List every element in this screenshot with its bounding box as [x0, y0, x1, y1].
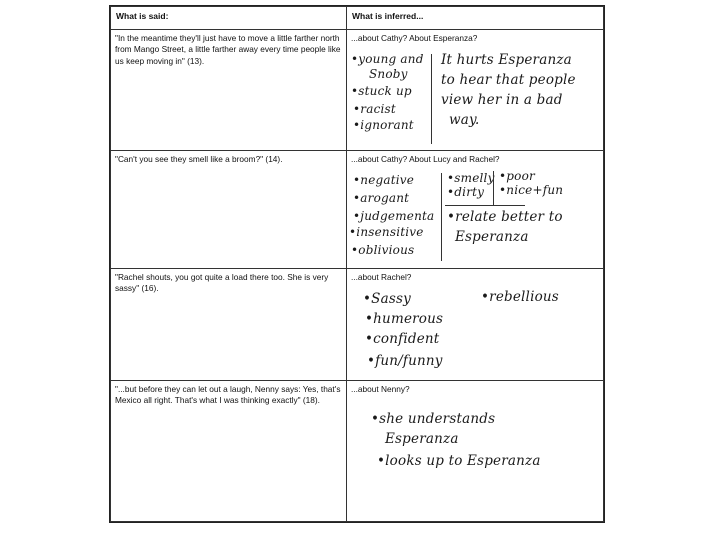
- handwritten-note: •negative: [353, 172, 415, 187]
- inference-cell: [347, 268, 604, 381]
- quote-cell: [111, 268, 347, 381]
- table-row: [111, 268, 604, 381]
- handwritten-note: •oblivious: [351, 242, 415, 257]
- handwritten-note: •confident: [365, 330, 440, 347]
- header-what-is-said: What is said:: [111, 7, 347, 30]
- inference-cell: [347, 30, 604, 151]
- inference-cell: [347, 150, 604, 268]
- handwritten-note: •humerous: [365, 310, 444, 327]
- inference-question: ...about Cathy? About Lucy and Rachel?: [351, 153, 500, 164]
- handwritten-divider: [445, 205, 525, 206]
- quote-text: "Can't you see they smell like a broom?" (14).: [115, 153, 283, 164]
- handwritten-note: It hurts Esperanza: [441, 52, 572, 69]
- inference-question: ...about Cathy? About Esperanza?: [351, 33, 478, 44]
- inference-cell: [347, 381, 604, 522]
- handwritten-note: •smelly: [447, 170, 495, 185]
- handwritten-divider: [441, 173, 442, 261]
- handwritten-note: way.: [449, 112, 480, 129]
- handwritten-note: •Sassy: [363, 290, 411, 307]
- handwritten-note: •arogant: [353, 190, 410, 205]
- handwritten-divider: [431, 54, 432, 144]
- handwritten-note: Esperanza: [385, 431, 459, 448]
- header-what-is-inferred: What is inferred...: [347, 7, 604, 30]
- handwritten-note: •looks up to Esperanza: [377, 453, 541, 470]
- handwritten-note: •fun/funny: [367, 352, 443, 369]
- table-row: [111, 381, 604, 522]
- table-row: [111, 30, 604, 151]
- quote-cell: [111, 381, 347, 522]
- inference-table: [110, 6, 604, 522]
- handwritten-note: •stuck up: [351, 84, 412, 99]
- handwritten-note: •judgementa: [353, 208, 435, 223]
- header-row: [111, 7, 604, 30]
- handwritten-note: •young and: [351, 52, 424, 67]
- quote-text: "In the meantime they'll just have to move a little farther north from Mango Street, a little farther away every time people like us keep moving in" (13).: [115, 33, 341, 66]
- handwritten-note: •dirty: [447, 184, 485, 199]
- handwritten-note: •insensitive: [349, 224, 424, 239]
- inference-question: ...about Rachel?: [351, 271, 412, 282]
- handwritten-note: to hear that people: [441, 72, 576, 89]
- table-row: [111, 150, 604, 268]
- handwritten-note: •rebellious: [481, 288, 559, 305]
- handwritten-note: view her in a bad: [441, 92, 563, 109]
- quote-text: "...but before they can let out a laugh, Nenny says: Yes, that's Mexico all right. That's what I was thinking exactly" (18).: [115, 384, 341, 406]
- handwritten-note: •nice+fun: [499, 182, 564, 197]
- handwritten-note: •she understands: [371, 411, 496, 428]
- handwritten-note: Esperanza: [455, 228, 529, 245]
- worksheet-page: [109, 5, 605, 523]
- handwritten-note: •poor: [499, 168, 535, 183]
- quote-cell: [111, 150, 347, 268]
- handwritten-note: •ignorant: [353, 118, 414, 133]
- handwritten-note: •racist: [353, 102, 396, 117]
- handwritten-note: Snoby: [369, 67, 408, 82]
- handwritten-divider: [493, 171, 494, 205]
- quote-text: "Rachel shouts, you got quite a load there too. She is very sassy" (16).: [115, 271, 329, 293]
- inference-question: ...about Nenny?: [351, 384, 410, 395]
- quote-cell: [111, 30, 347, 151]
- handwritten-note: •relate better to: [447, 208, 563, 225]
